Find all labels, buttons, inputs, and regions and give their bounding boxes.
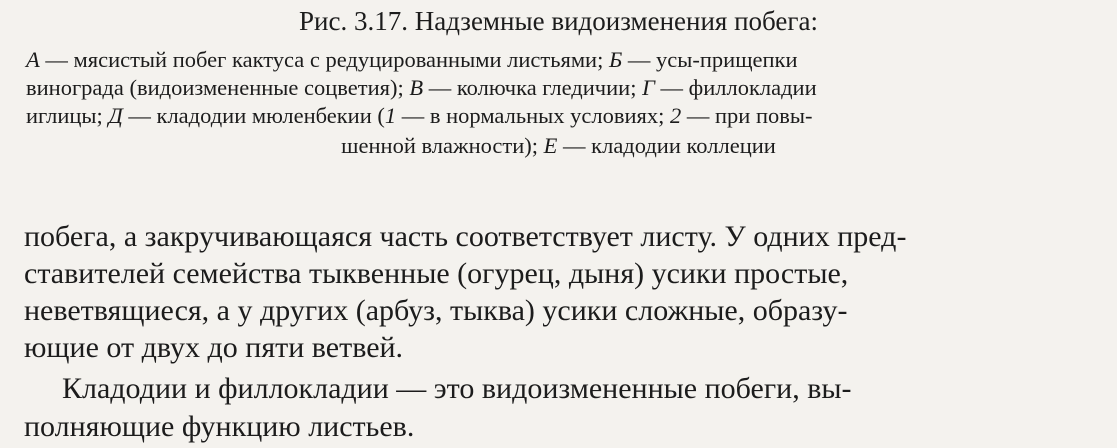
figure-caption-line-2 — [26, 74, 817, 102]
body-text-line-6: полняющие функцию листьев. — [24, 410, 415, 443]
caption-number-2: 2 — [670, 103, 682, 128]
caption-text-num2: — при повы- — [681, 103, 813, 128]
caption-letter-d: Д — [108, 103, 123, 128]
caption-text-b: — усы-прищепки — [622, 47, 798, 72]
body-text-line-2: ставителей семейства тыквенные (огурец, дыня) усики простые, — [24, 257, 849, 290]
figure-caption-title: Рис. 3.17. Надземные видоизменения побега: — [299, 6, 818, 36]
caption-text-a: — мясистый побег кактуса с редуцированными листьями; — [39, 47, 609, 72]
body-text-line-3: неветвящиеся, а у других (арбуз, тыква) усики сложные, образу- — [24, 294, 848, 327]
figure-caption-line-4 — [0, 132, 1117, 160]
body-text-line-4: ющие от двух до пяти ветвей. — [24, 331, 404, 364]
caption-text-b-cont: винограда (видоизмененные соцветия); — [26, 75, 410, 100]
caption-text-num2-cont: шенной влажности); — [341, 133, 544, 158]
caption-letter-b: Б — [608, 47, 623, 72]
caption-text-g-cont: иглицы; — [26, 103, 109, 128]
caption-letter-e: Е — [543, 133, 558, 158]
caption-letter-g: Г — [642, 75, 655, 100]
caption-number-1: 1 — [384, 103, 397, 128]
body-text-line-5: Кладодии и филлокладии — это видоизмененные побеги, вы- — [62, 372, 852, 405]
figure-caption-line-3 — [26, 102, 812, 130]
caption-text-num1: — в нормальных условиях; — [396, 103, 670, 128]
caption-text-e: — кладодии коллеции — [557, 133, 776, 158]
caption-text-g: — филлокладии — [654, 75, 817, 100]
caption-letter-a: А — [26, 47, 40, 72]
figure-caption-line-1 — [26, 46, 798, 74]
caption-text-d: — кладодии мюленбекии ( — [122, 103, 385, 128]
caption-text-v: — колючка гледичии; — [423, 75, 643, 100]
caption-letter-v: В — [409, 75, 424, 100]
body-text-line-1: побега, а закручивающаяся часть соответствует листу. У одних пред- — [24, 220, 907, 253]
